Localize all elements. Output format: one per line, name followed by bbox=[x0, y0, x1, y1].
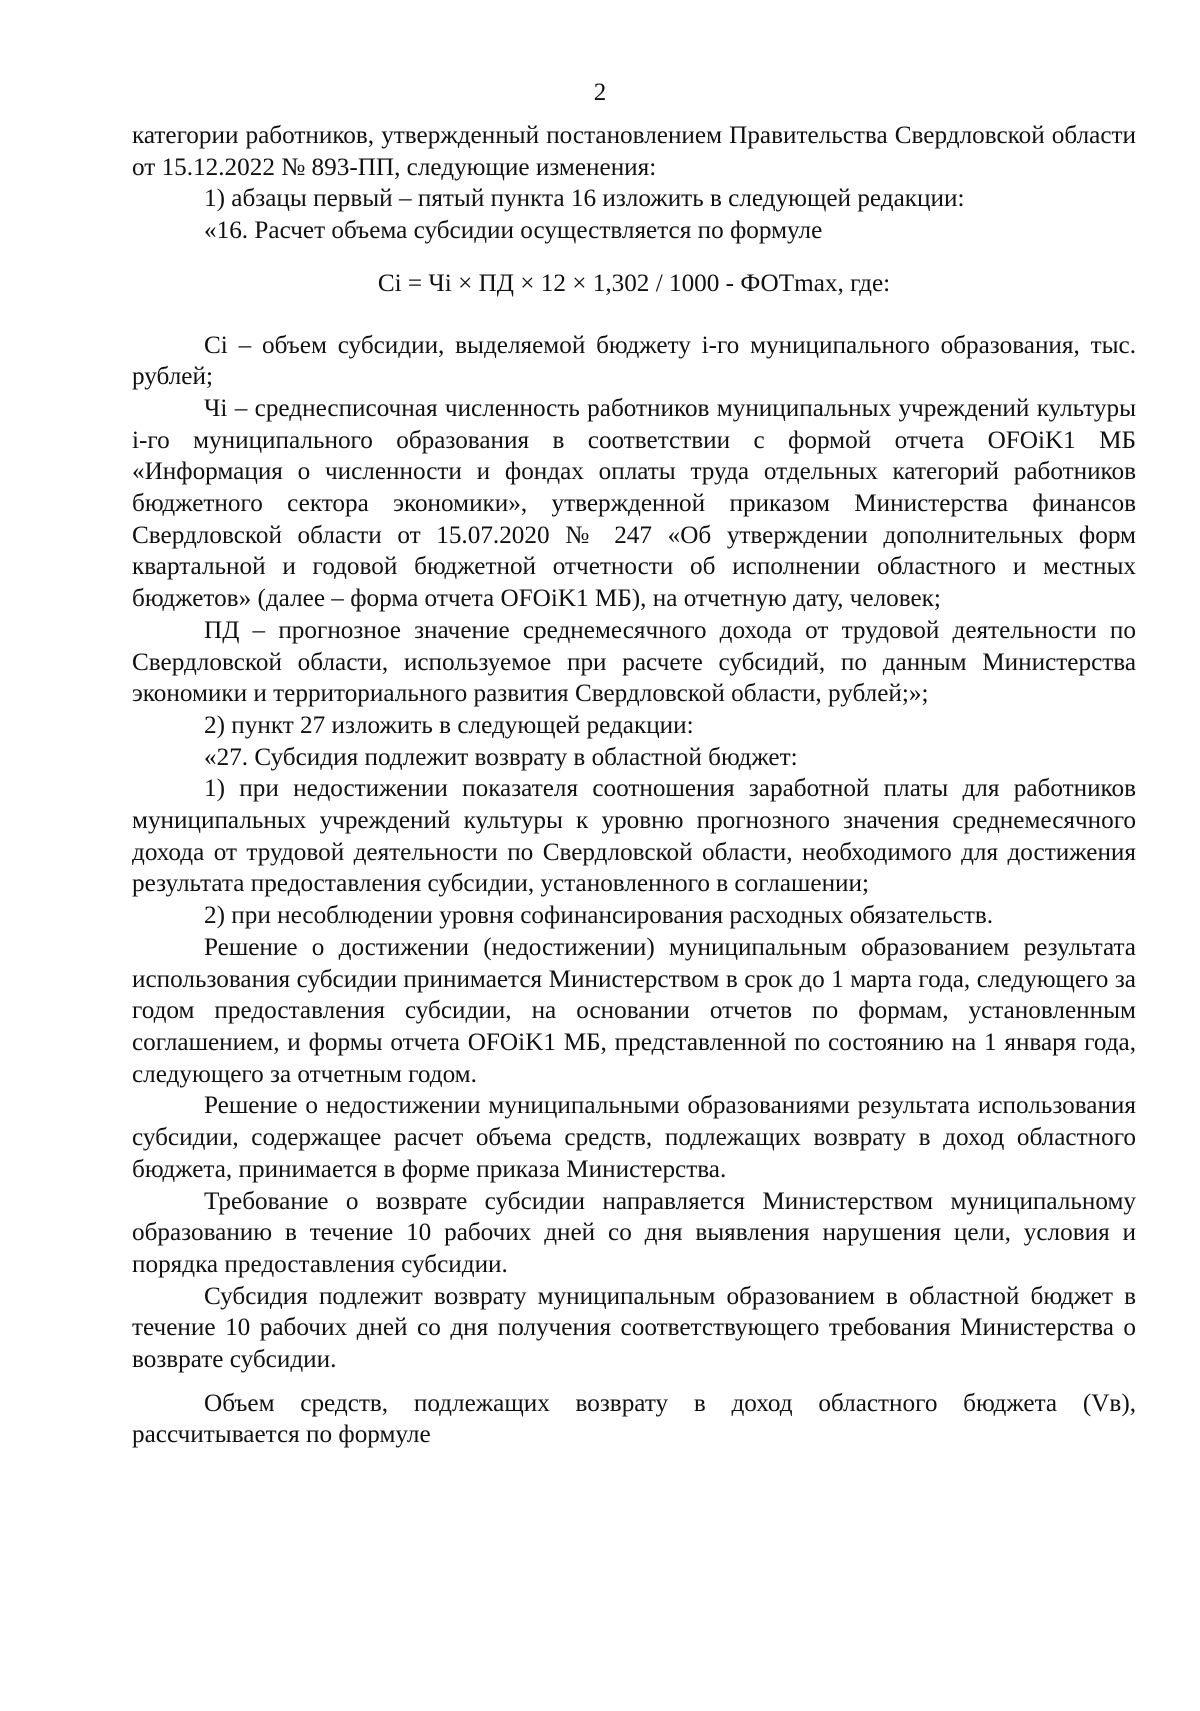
paragraph-subitem-2: 2) при несоблюдении уровня софинансирования расходных обязательств. bbox=[204, 902, 994, 930]
paragraph-decision-nonachievement: Решение о недостижении муниципальными образованиями результата использования субсидии, содержащее расчет объема средств, подлежащих возврату в доход областного бюджета, принимается в форме приказа Министерства. bbox=[132, 1092, 1136, 1183]
paragraph-decision-achievement: Решение о достижении (недостижении) муниципальным образованием результата использования субсидии принимается Министерством в срок до 1 марта года, следующего за годом предоставления субсидии, на основании отчетов по формам, установленным соглашением, и формы отчета OFOiK1 МБ, представленной по состоянию на 1 января года, следующего за отчетным годом. bbox=[132, 933, 1136, 1088]
formula-subsidy: Ci = Чi × ПД × 12 × 1,302 / 1000 - ФОТmax, где: bbox=[377, 269, 891, 297]
paragraph-def-ci: Ci – объем субсидии, выделяемой бюджету i-го муниципального образования, тыс. рублей; bbox=[132, 331, 1136, 391]
paragraph-item-1: 1) абзацы первый – пятый пункта 16 изложить в следующей редакции: bbox=[204, 185, 965, 213]
document-body bbox=[132, 120, 1136, 1451]
paragraph-refund-term: Субсидия подлежит возврату муниципальным образованием в областной бюджет в течение 10 рабочих дней со дня получения соответствующего требования Министерства о возврате субсидии. bbox=[132, 1282, 1136, 1374]
paragraph-point-16: «16. Расчет объема субсидии осуществляется по формуле bbox=[204, 217, 823, 245]
paragraph-def-pd: ПД – прогнозное значение среднемесячного дохода от трудовой деятельности по Свердловской области, используемое при расчете субсидий, по данным Министерства экономики и территориального развития Свердловской области, рублей;»; bbox=[132, 616, 1136, 708]
paragraph-item-2: 2) пункт 27 изложить в следующей редакции: bbox=[204, 711, 694, 739]
paragraph-subitem-1: 1) при недостижении показателя соотношения заработной платы для работников муниципальных учреждений культуры к уровню прогнозного значения среднемесячного дохода от трудовой деятельности по Свердловской области, необходимого для достижения результата предоставления субсидии, установленного в соглашении; bbox=[132, 775, 1136, 898]
page-number: 2 bbox=[593, 79, 607, 106]
paragraph-refund-requirement: Требование о возврате субсидии направляется Министерством муниципальному образованию в течение 10 рабочих дней со дня выявления нарушения цели, условия и порядка предоставления субсидии. bbox=[132, 1187, 1136, 1278]
paragraph-intro: категории работников, утвержденный постановлением Правительства Свердловской области от 15.12.2022 № 893-ПП, следующие изменения: bbox=[132, 122, 1136, 181]
paragraph-refund-volume: Объем средств, подлежащих возврату в доход областного бюджета (Vв), рассчитывается по формуле bbox=[132, 1389, 1136, 1449]
paragraph-def-chi: Чi – среднесписочная численность работников муниципальных учреждений культуры i-го муниципального образования в соответствии с формой отчета OFOiK1 МБ «Информация о численности и фондах оплаты труда отдельных категорий работников бюджетного сектора экономики», утвержденной приказом Министерства финансов Свердловской области от 15.07.2020 № 247 «Об утверждении дополнительных форм квартальной и годовой бюджетной отчетности об исполнении областного и местных бюджетов» (далее – форма отчета OFOiK1 МБ), на отчетную дату, человек; bbox=[132, 394, 1136, 613]
paragraph-point-27: «27. Субсидия подлежит возврату в областной бюджет: bbox=[204, 743, 798, 771]
